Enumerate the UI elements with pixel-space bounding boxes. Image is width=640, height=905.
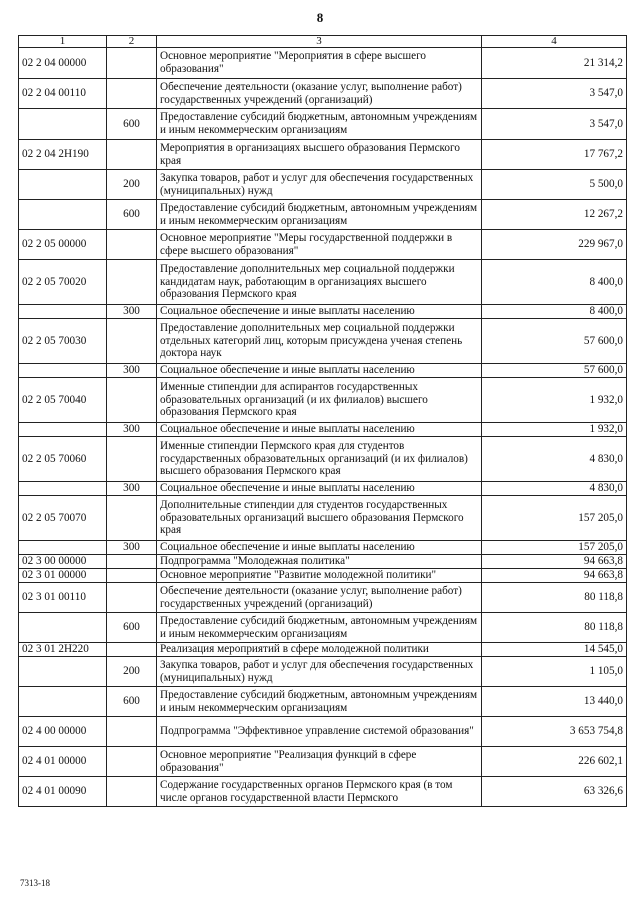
item-name-cell: Обеспечение деятельности (оказание услуг, выполнение работ) государственных учреждений (организаций) xyxy=(157,79,482,109)
budget-code-cell: 02 3 01 2Н220 xyxy=(19,643,107,657)
budget-code-cell xyxy=(19,170,107,200)
amount-cell: 8 400,0 xyxy=(482,305,627,319)
amount-cell: 14 545,0 xyxy=(482,643,627,657)
amount-cell: 12 267,2 xyxy=(482,200,627,230)
expense-type-cell xyxy=(107,717,157,747)
expense-type-cell xyxy=(107,230,157,260)
item-name-cell: Социальное обеспечение и иные выплаты населению xyxy=(157,305,482,319)
table-row xyxy=(19,140,627,170)
budget-code-cell: 02 2 05 70040 xyxy=(19,378,107,423)
table-row xyxy=(19,260,627,305)
table-row xyxy=(19,747,627,777)
amount-cell: 5 500,0 xyxy=(482,170,627,200)
table-row xyxy=(19,643,627,657)
budget-code-cell: 02 3 01 00110 xyxy=(19,583,107,613)
expense-type-cell: 300 xyxy=(107,364,157,378)
budget-code-cell: 02 2 04 00000 xyxy=(19,48,107,79)
column-header-4: 4 xyxy=(482,36,627,48)
table-row xyxy=(19,437,627,482)
column-header-3: 3 xyxy=(157,36,482,48)
item-name-cell: Подпрограмма "Молодежная политика" xyxy=(157,555,482,569)
budget-code-cell: 02 2 05 70020 xyxy=(19,260,107,305)
item-name-cell: Социальное обеспечение и иные выплаты населению xyxy=(157,541,482,555)
expense-type-cell: 300 xyxy=(107,305,157,319)
table-row xyxy=(19,717,627,747)
amount-cell: 57 600,0 xyxy=(482,319,627,364)
item-name-cell: Социальное обеспечение и иные выплаты населению xyxy=(157,482,482,496)
expense-type-cell xyxy=(107,378,157,423)
item-name-cell: Основное мероприятие "Меры государственной поддержки в сфере высшего образования" xyxy=(157,230,482,260)
budget-code-cell: 02 3 00 00000 xyxy=(19,555,107,569)
table-row xyxy=(19,777,627,807)
expense-type-cell xyxy=(107,140,157,170)
budget-code-cell: 02 4 01 00090 xyxy=(19,777,107,807)
expense-type-cell xyxy=(107,777,157,807)
table-row xyxy=(19,170,627,200)
table-row xyxy=(19,79,627,109)
item-name-cell: Подпрограмма "Эффективное управление системой образования" xyxy=(157,717,482,747)
budget-code-cell xyxy=(19,364,107,378)
amount-cell: 226 602,1 xyxy=(482,747,627,777)
budget-code-cell: 02 3 01 00000 xyxy=(19,569,107,583)
expense-type-cell xyxy=(107,555,157,569)
expense-type-cell xyxy=(107,569,157,583)
amount-cell: 1 932,0 xyxy=(482,423,627,437)
amount-cell: 229 967,0 xyxy=(482,230,627,260)
amount-cell: 4 830,0 xyxy=(482,482,627,496)
item-name-cell: Предоставление дополнительных мер социальной поддержки кандидатам наук, работающим в организациях высшего образования Пермского края xyxy=(157,260,482,305)
expense-type-cell xyxy=(107,496,157,541)
budget-code-cell xyxy=(19,657,107,687)
budget-code-cell: 02 4 01 00000 xyxy=(19,747,107,777)
item-name-cell: Обеспечение деятельности (оказание услуг, выполнение работ) государственных учреждений (организаций) xyxy=(157,583,482,613)
item-name-cell: Закупка товаров, работ и услуг для обеспечения государственных (муниципальных) нужд xyxy=(157,657,482,687)
expense-type-cell: 300 xyxy=(107,423,157,437)
budget-code-cell: 02 2 05 70060 xyxy=(19,437,107,482)
expense-type-cell xyxy=(107,643,157,657)
amount-cell: 21 314,2 xyxy=(482,48,627,79)
expense-type-cell xyxy=(107,260,157,305)
footer-code: 7313-18 xyxy=(20,878,50,888)
column-header-1: 1 xyxy=(19,36,107,48)
table-row xyxy=(19,583,627,613)
item-name-cell: Именные стипендии для аспирантов государственных образовательных организаций (и их филиалов) высшего образования Пермского края xyxy=(157,378,482,423)
item-name-cell: Основное мероприятие "Развитие молодежной политики" xyxy=(157,569,482,583)
budget-code-cell: 02 2 04 00110 xyxy=(19,79,107,109)
item-name-cell: Основное мероприятие "Мероприятия в сфере высшего образования" xyxy=(157,48,482,79)
item-name-cell: Социальное обеспечение и иные выплаты населению xyxy=(157,364,482,378)
expense-type-cell: 600 xyxy=(107,613,157,643)
amount-cell: 1 932,0 xyxy=(482,378,627,423)
table-row xyxy=(19,200,627,230)
table-row xyxy=(19,555,627,569)
budget-code-cell: 02 2 05 70030 xyxy=(19,319,107,364)
expense-type-cell: 600 xyxy=(107,200,157,230)
item-name-cell: Предоставление субсидий бюджетным, автономным учреждениям и иным некоммерческим организациям xyxy=(157,109,482,140)
amount-cell: 57 600,0 xyxy=(482,364,627,378)
budget-code-cell xyxy=(19,482,107,496)
table-header-row xyxy=(19,36,627,48)
column-header-2: 2 xyxy=(107,36,157,48)
amount-cell: 1 105,0 xyxy=(482,657,627,687)
table-row xyxy=(19,657,627,687)
item-name-cell: Реализация мероприятий в сфере молодежной политики xyxy=(157,643,482,657)
item-name-cell: Социальное обеспечение и иные выплаты населению xyxy=(157,423,482,437)
expense-type-cell xyxy=(107,583,157,613)
budget-code-cell xyxy=(19,687,107,717)
budget-table xyxy=(18,35,627,807)
item-name-cell: Предоставление субсидий бюджетным, автономным учреждениям и иным некоммерческим организациям xyxy=(157,200,482,230)
page-number: 8 xyxy=(316,10,324,25)
budget-code-cell xyxy=(19,109,107,140)
expense-type-cell: 600 xyxy=(107,687,157,717)
expense-type-cell xyxy=(107,319,157,364)
amount-cell: 94 663,8 xyxy=(482,555,627,569)
amount-cell: 4 830,0 xyxy=(482,437,627,482)
budget-code-cell: 02 4 00 00000 xyxy=(19,717,107,747)
expense-type-cell xyxy=(107,79,157,109)
amount-cell: 94 663,8 xyxy=(482,569,627,583)
amount-cell: 13 440,0 xyxy=(482,687,627,717)
table-row xyxy=(19,423,627,437)
budget-code-cell xyxy=(19,423,107,437)
item-name-cell: Предоставление субсидий бюджетным, автономным учреждениям и иным некоммерческим организациям xyxy=(157,687,482,717)
amount-cell: 80 118,8 xyxy=(482,613,627,643)
expense-type-cell xyxy=(107,747,157,777)
expense-type-cell xyxy=(107,437,157,482)
table-row xyxy=(19,613,627,643)
item-name-cell: Именные стипендии Пермского края для студентов государственных образовательных организаций (и их филиалов) высшего образования Пермского края xyxy=(157,437,482,482)
table-row xyxy=(19,541,627,555)
table-row xyxy=(19,482,627,496)
budget-code-cell: 02 2 05 70070 xyxy=(19,496,107,541)
amount-cell: 3 547,0 xyxy=(482,79,627,109)
table-row xyxy=(19,496,627,541)
table-row xyxy=(19,364,627,378)
item-name-cell: Предоставление дополнительных мер социальной поддержки отдельных категорий лиц, которым присуждена ученая степень доктора наук xyxy=(157,319,482,364)
table-row xyxy=(19,378,627,423)
item-name-cell: Дополнительные стипендии для студентов государственных образовательных организаций высшего образования Пермского края xyxy=(157,496,482,541)
amount-cell: 157 205,0 xyxy=(482,496,627,541)
budget-code-cell xyxy=(19,541,107,555)
amount-cell: 63 326,6 xyxy=(482,777,627,807)
table-row xyxy=(19,319,627,364)
table-row xyxy=(19,305,627,319)
table-row xyxy=(19,687,627,717)
expense-type-cell: 200 xyxy=(107,657,157,687)
item-name-cell: Предоставление субсидий бюджетным, автономным учреждениям и иным некоммерческим организациям xyxy=(157,613,482,643)
item-name-cell: Мероприятия в организациях высшего образования Пермского края xyxy=(157,140,482,170)
table-row xyxy=(19,48,627,79)
item-name-cell: Содержание государственных органов Пермского края (в том числе органов государственной власти Пермского xyxy=(157,777,482,807)
table-row xyxy=(19,230,627,260)
amount-cell: 80 118,8 xyxy=(482,583,627,613)
budget-code-cell xyxy=(19,305,107,319)
amount-cell: 157 205,0 xyxy=(482,541,627,555)
expense-type-cell: 600 xyxy=(107,109,157,140)
expense-type-cell xyxy=(107,48,157,79)
item-name-cell: Основное мероприятие "Реализация функций в сфере образования" xyxy=(157,747,482,777)
item-name-cell: Закупка товаров, работ и услуг для обеспечения государственных (муниципальных) нужд xyxy=(157,170,482,200)
amount-cell: 3 547,0 xyxy=(482,109,627,140)
amount-cell: 8 400,0 xyxy=(482,260,627,305)
amount-cell: 3 653 754,8 xyxy=(482,717,627,747)
table-row xyxy=(19,109,627,140)
budget-code-cell xyxy=(19,613,107,643)
budget-code-cell: 02 2 04 2Н190 xyxy=(19,140,107,170)
table-row xyxy=(19,569,627,583)
expense-type-cell: 300 xyxy=(107,482,157,496)
expense-type-cell: 200 xyxy=(107,170,157,200)
amount-cell: 17 767,2 xyxy=(482,140,627,170)
expense-type-cell: 300 xyxy=(107,541,157,555)
budget-code-cell xyxy=(19,200,107,230)
budget-code-cell: 02 2 05 00000 xyxy=(19,230,107,260)
